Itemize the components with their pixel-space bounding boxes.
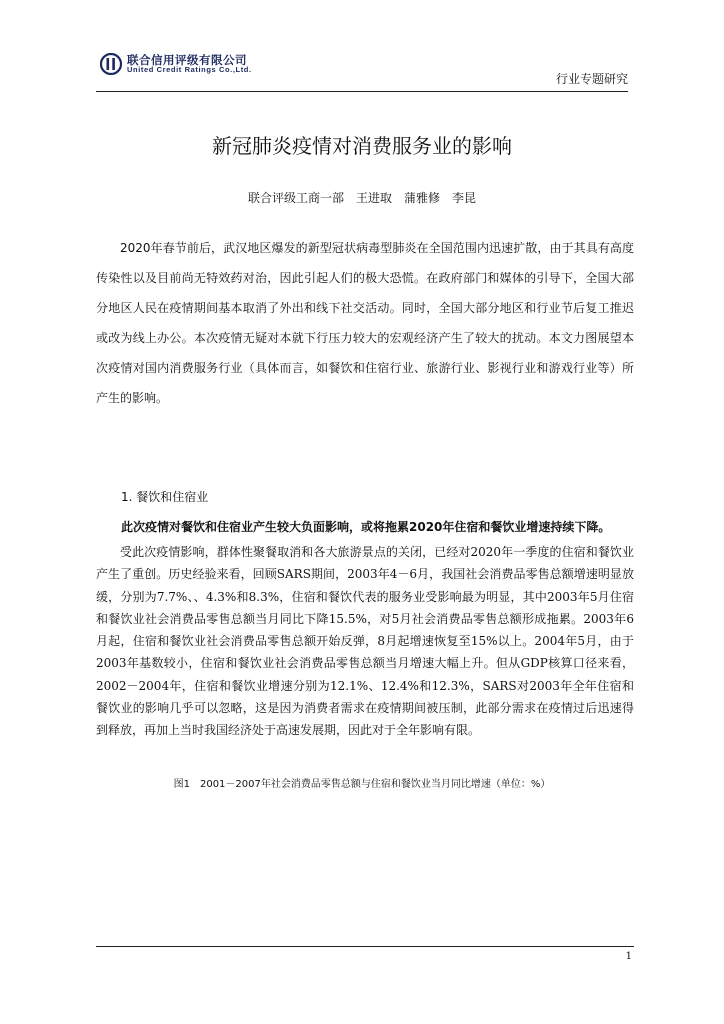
section-body-paragraph: 受此次疫情影响，群体性聚餐取消和各大旅游景点的关闭，已经对2020年一季度的住宿和餐饮业产生了重创。历史经验来看，回顾SARS期间，2003年4－6月，我国社会消费品零售总额增速明显放缓，分别为7.7%、、4.3%和8.3%，住宿和餐饮代表的服务业受影响最为明显，其中2003年5月住宿和餐饮业社会消费品零售总额当月同比下降15.5%，对5月社会消费品零售总额形成拖累。2003年6月起，住宿和餐饮业社会消费品零售总额开始反弹，8月起增速恢复至15%以上。2004年5月，由于2003年基数较小，住宿和餐饮业社会消费品零售总额当月增速大幅上升。但从GDP核算口径来看，2002－2004年，住宿和餐饮业增速分别为12.1%、12.4%和12.3%，SARS对2003年全年住宿和餐饮业的影响几乎可以忽略，这是因为消费者需求在疫情期间被压制，此部分需求在疫情过后迅速得到释放，再加上当时我国经济处于高速发展期，因此对于全年影响有限。 <box>96 545 634 738</box>
logo-english-name: United Credit Ratings Co.,Ltd. <box>127 65 252 75</box>
report-category: 行业专题研究 <box>555 72 628 86</box>
document-title: 新冠肺炎疫情对消费服务业的影响 <box>212 134 512 158</box>
intro-paragraph: 2020年春节前后，武汉地区爆发的新型冠状病毒型肺炎在全国范围内迅速扩散，由于其具有高度传染性以及目前尚无特效药对治，因此引起人们的极大恐慌。在政府部门和媒体的引导下，全国大部分地区人民在疫情期间基本取消了外出和线下社交活动。同时，全国大部分地区和行业节后复工推迟或改为线上办公。本次疫情无疑对本就下行压力较大的宏观经济产生了较大的扰动。本文力图展望本次疫情对国内消费服务行业（具体而言，如餐饮和住宿行业、旅游行业、影视行业和游戏行业等）所产生的影响。 <box>96 241 634 405</box>
section-heading: 1. 餐饮和住宿业 <box>121 490 209 504</box>
figure-caption: 图1 2001－2007年社会消费品零售总额与住宿和餐饮业当月同比增速（单位：%） <box>173 779 551 790</box>
section-lead-sentence: 此次疫情对餐饮和住宿业产生较大负面影响，或将拖累2020年住宿和餐饮业增速持续下降。 <box>121 520 611 534</box>
company-logo <box>100 53 252 75</box>
footer-divider <box>96 946 634 947</box>
logo-chinese-name: 联合信用评级有限公司 <box>127 53 247 68</box>
document-authors: 联合评级工商一部 王进取 蒲雅修 李昆 <box>247 191 476 205</box>
united-credit-logo-icon <box>100 53 122 75</box>
header-divider <box>96 91 628 92</box>
page-number: 1 <box>625 951 632 962</box>
